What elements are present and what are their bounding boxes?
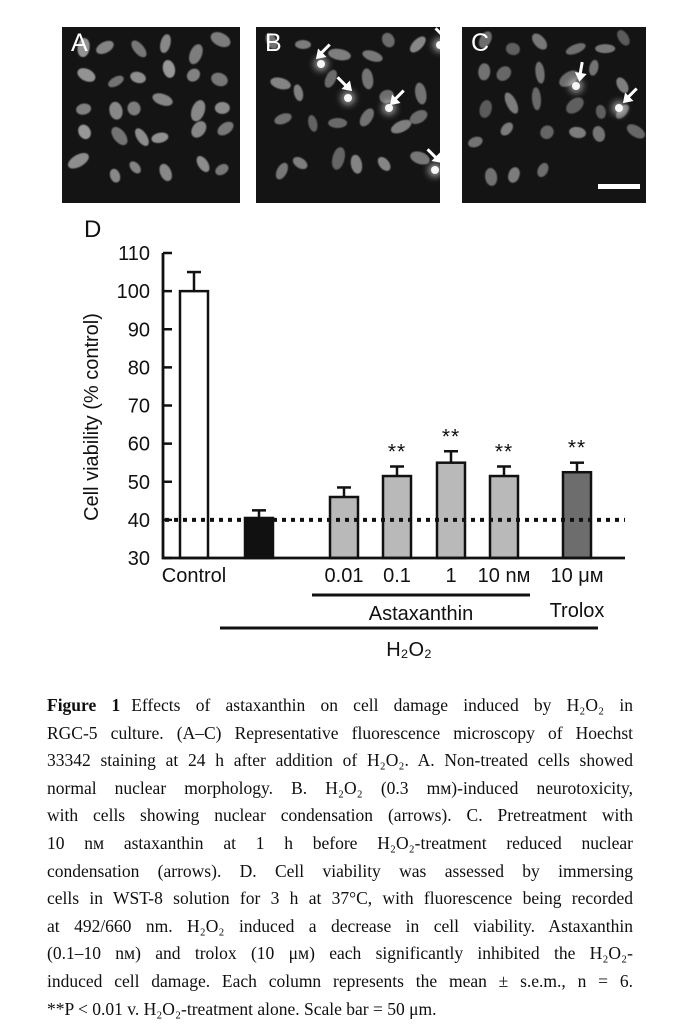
nucleus [75,103,92,116]
nucleus [502,91,521,116]
nucleus [65,150,91,172]
nucleus [292,83,305,101]
nucleus [157,162,174,182]
x-tick-sublabel: Trolox [549,600,605,622]
nucleus [478,63,491,81]
nucleus [568,126,586,140]
nucleus [505,42,522,57]
y-axis-label: Cell viability (% control) [81,313,103,521]
figure-caption [47,692,633,1023]
nucleus [94,38,116,57]
nucleus [357,106,377,129]
caption-line: cells in WST-8 solution for 3 h at 37°C, with fluorescence being recorded [47,888,633,909]
nucleus [161,59,177,79]
caption-line: at 492/660 nm. H₂O₂ induced a decrease in cell viability. Astaxanthin [47,915,633,936]
nucleus [625,121,646,141]
nucleus [379,31,396,49]
panel-d-label: D [84,216,102,243]
bar [437,463,465,558]
nucleus [76,65,98,84]
nucleus [126,100,142,117]
x-tick-label: 0.1 [383,565,411,587]
caption-line: Figure 1 Effects of astaxanthin on cell damage induced by H₂O₂ in [47,695,633,715]
nucleus [188,98,208,123]
nucleus [494,64,514,84]
nucleus [615,28,632,48]
y-tick-label: 110 [118,243,150,265]
nucleus [215,102,230,114]
bar [330,497,358,558]
nucleus [108,124,130,148]
panel-c-micrograph [462,27,646,203]
group-label: Astaxanthin [368,603,474,625]
nucleus [133,126,152,148]
cell-viability-bar-chart [60,225,635,680]
y-tick-label: 80 [127,357,150,380]
nucleus [506,165,522,183]
x-tick-label: 1 [445,565,457,587]
nucleus [159,33,173,54]
condensed-nucleus-spot [344,94,352,102]
x-tick-label: Control [161,565,227,587]
caption-line: with cells showing nuclear condensation (arrows). C. Pretreatment with [47,805,633,826]
y-tick-label: 70 [127,395,150,418]
nucleus [127,159,143,176]
nucleus [290,154,309,171]
caption-line: (0.1–10 nᴍ) and trolox (10 μᴍ) each significantly inhibited the H₂O₂- [47,943,633,964]
nucleus [407,34,428,55]
panel-label-c: C [471,29,490,57]
caption-line: RGC-5 culture. (A–C) Representative fluorescence microscopy of Hoechst [47,722,633,743]
nucleus [595,44,615,53]
caption-line: condensation (arrows). D. Cell viability was assessed by immersing [47,860,633,881]
nucleus [467,135,484,149]
caption-line: 10 nᴍ astaxanthin at 1 h before H₂O₂-treatment reduced nuclear [47,832,633,853]
nucleus [330,146,348,171]
nucleus [208,29,232,50]
nucleus [534,62,546,85]
nucleus [76,122,94,141]
nucleus [109,168,123,185]
nucleus [269,75,293,92]
scale-bar [598,184,640,189]
nucleus [128,38,148,60]
nucleus [563,95,587,118]
nucleus [151,131,170,144]
arrow-icon [334,73,357,96]
bar [245,518,273,558]
x-tick-label: 10 nᴍ [477,565,531,587]
nucleus [531,87,542,110]
y-tick-label: 90 [127,319,150,342]
panel-label-b: B [265,29,282,57]
y-tick-label: 60 [127,433,150,456]
micrograph-row [0,0,675,210]
nucleus [129,70,148,85]
nucleus [535,161,551,179]
nucleus [564,40,587,57]
bar [383,476,411,558]
nucleus [413,82,427,105]
nucleus [361,48,384,64]
nucleus [214,162,231,178]
x-tick-label: 10 μᴍ [550,565,604,587]
caption-line: induced cell damage. Each column represents the mean ± s.e.m., n = 6. [47,970,633,991]
caption-line: 33342 staining at 24 h after addition of H₂O₂. A. Non-treated cells showed [47,750,633,771]
significance-marker: ** [567,436,587,460]
panel-b-micrograph [256,27,440,203]
nucleus [151,91,174,109]
bar [563,472,591,558]
nucleus [349,154,363,175]
condensed-nucleus-spot [436,41,440,49]
nucleus [484,167,498,187]
nucleus [529,31,550,53]
nucleus [375,155,393,174]
nucleus [595,104,607,119]
y-tick-label: 100 [116,281,150,304]
nucleus [498,120,516,138]
nucleus [273,111,293,126]
y-tick-label: 50 [127,471,150,494]
condensed-nucleus-spot [572,82,580,90]
nucleus [587,59,599,76]
nucleus [215,119,237,139]
nucleus [307,114,320,133]
panel-a-micrograph [62,27,240,203]
caption-line: **P < 0.01 v. H₂O₂-treatment alone. Scale bar = 50 μm. [47,998,437,1019]
nucleus [189,119,210,141]
x-tick-label: 0.01 [324,565,364,587]
y-tick-label: 40 [127,509,150,532]
nucleus [328,118,347,128]
panel-label-a: A [71,29,88,57]
significance-marker: ** [387,440,407,464]
nucleus [194,154,212,175]
arrow-icon [312,41,335,64]
nucleus [360,67,374,89]
nucleus [186,42,206,66]
nucleus [106,74,126,90]
significance-marker: ** [494,440,514,464]
nucleus [591,125,607,144]
nucleus [108,101,125,121]
y-tick-label: 30 [127,548,150,570]
nucleus [478,99,494,119]
bar [490,476,518,558]
figure-label: Figure 1 [47,695,121,715]
arrow-icon [573,61,588,83]
nucleus [538,123,557,142]
caption-line: normal nuclear morphology. B. H₂O₂ (0.3 mᴍ)-induced neurotoxicity, [47,777,633,798]
group-label: H₂O₂ [386,639,432,661]
nucleus [274,161,291,181]
nucleus [209,70,230,88]
nucleus [295,39,311,48]
nucleus [183,66,202,85]
significance-marker: ** [441,425,461,449]
